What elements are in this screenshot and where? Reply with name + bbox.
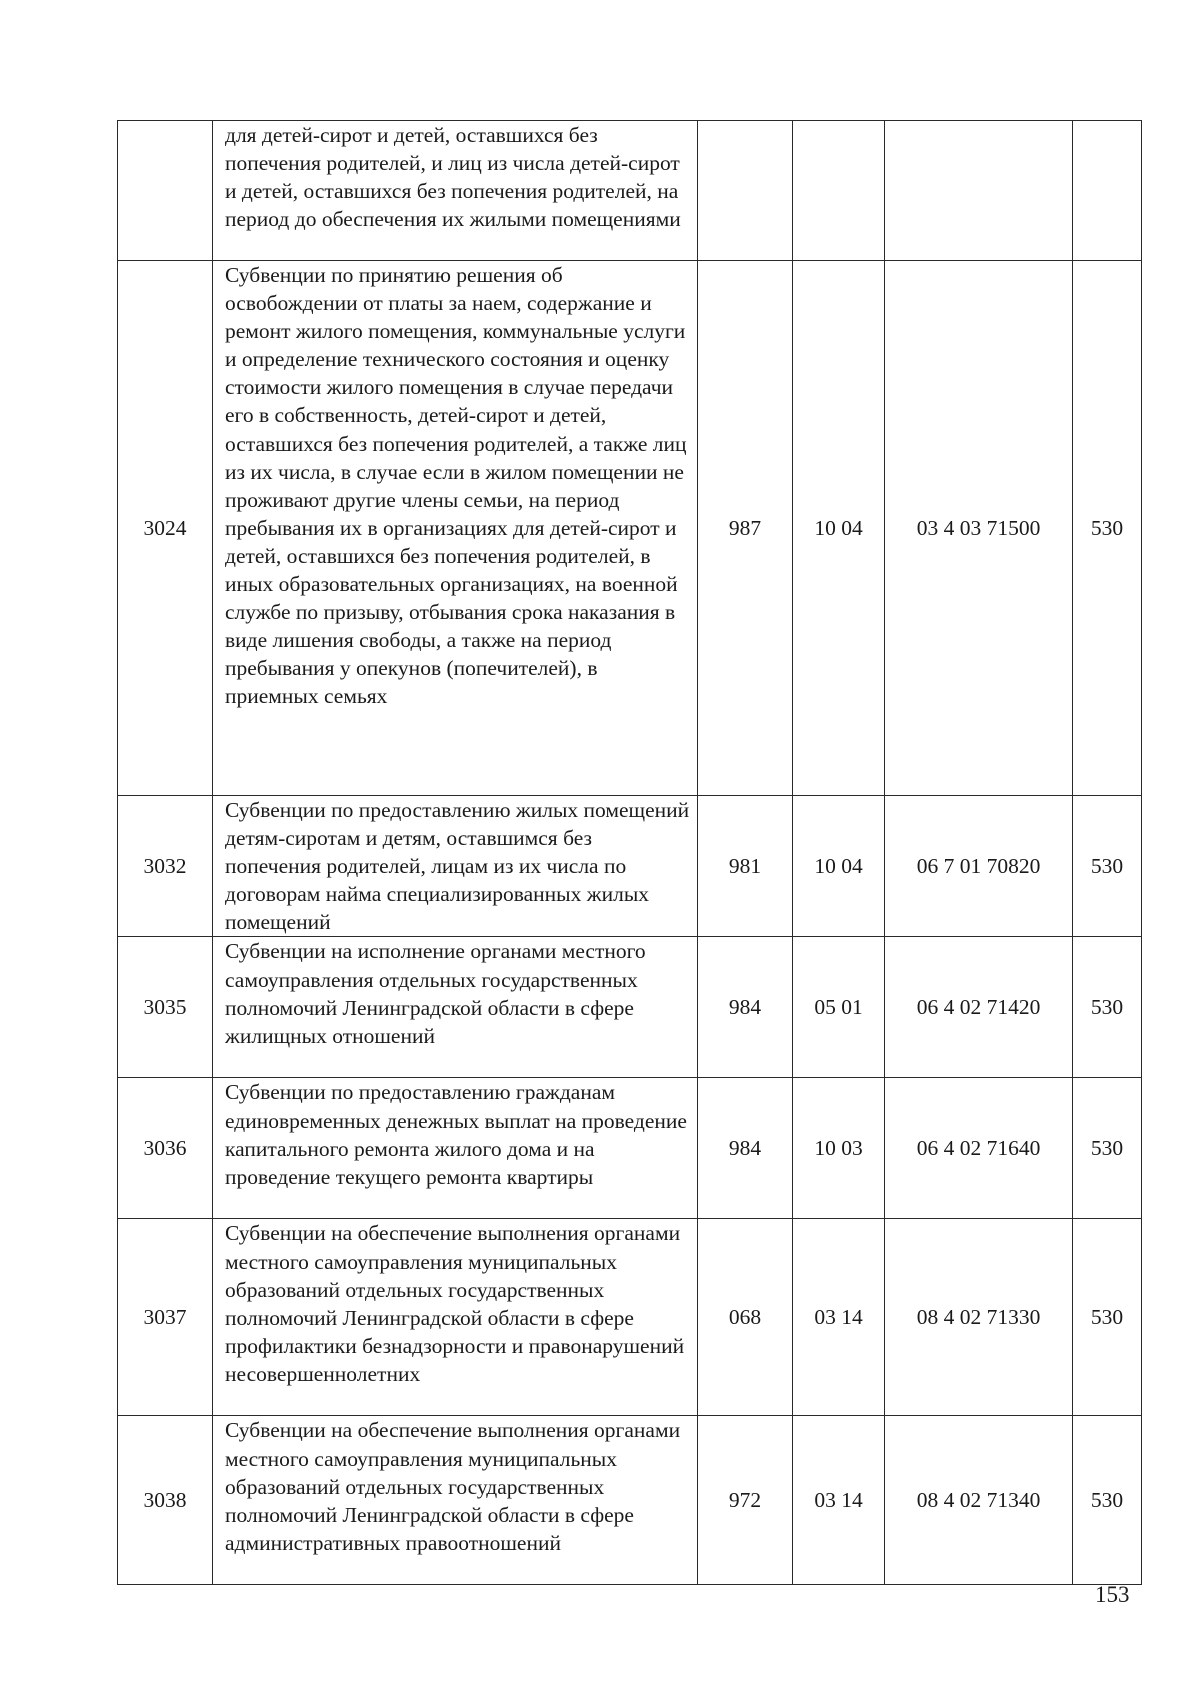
page-number: 153 [1095,1582,1130,1607]
row-gr-cell [698,261,793,796]
row-code-cell [118,796,213,937]
row-target: 06 4 02 71640 [916,1136,1041,1161]
row-code-cell [118,1219,213,1416]
row-code-cell [118,261,213,796]
row-name: для детей-сирот и детей, оставшихся без попечения родителей, и лиц из числа детей-сирот и детей, оставшихся без попечения родителей, на период до обеспечения их жилыми помещениями [225,123,681,232]
row-target: 08 4 02 71330 [916,1305,1041,1330]
table-row [118,1078,1142,1219]
row-gr-cell [698,937,793,1078]
table-row [118,1219,1142,1416]
row-code-cell [118,1416,213,1585]
row-code: 3024 [143,515,187,540]
row-gr-cell [698,796,793,937]
row-section: 10 04 [814,854,863,879]
row-type: 530 [1090,515,1124,540]
row-gr: 068 [728,1305,762,1330]
row-section: 10 03 [814,1136,863,1161]
row-code: 3038 [143,1488,187,1513]
row-gr-cell [698,121,793,261]
table-row [118,121,1142,261]
row-name-cell [213,1078,698,1219]
row-section-cell [793,261,885,796]
row-target: 06 4 02 71420 [916,995,1041,1020]
row-type-cell [1073,261,1142,796]
row-type: 530 [1090,1136,1124,1161]
row-gr: 987 [728,515,762,540]
row-name-cell [213,796,698,937]
row-target-cell [885,1416,1073,1585]
row-gr: 984 [728,1136,762,1161]
row-code-cell [118,1078,213,1219]
row-type: 530 [1090,1305,1124,1330]
row-section-cell [793,1078,885,1219]
row-code: 3036 [143,1136,187,1161]
subvention-table [117,120,1142,1585]
row-gr: 984 [728,995,762,1020]
row-type-cell [1073,1078,1142,1219]
row-name-cell [213,1416,698,1585]
row-gr-cell [698,1219,793,1416]
row-name: Субвенции на обеспечение выполнения органами местного самоуправления муниципальных образований отдельных государственных полномочий Ленинградской области в сфере профилактики безнадзорности и правонарушений несовершеннолетних [225,1221,685,1386]
row-target: 03 4 03 71500 [916,515,1041,540]
row-section: 03 14 [814,1488,863,1513]
row-gr: 981 [728,854,762,879]
row-gr: 972 [728,1488,762,1513]
row-gr-cell [698,1078,793,1219]
row-type-cell [1073,796,1142,937]
row-section-cell [793,796,885,937]
row-target: 08 4 02 71340 [916,1488,1041,1513]
row-section: 05 01 [814,995,863,1020]
row-section-cell [793,937,885,1078]
row-code-cell [118,937,213,1078]
row-section-cell [793,1416,885,1585]
table-row [118,796,1142,937]
row-section-cell [793,121,885,261]
row-type-cell [1073,1416,1142,1585]
row-target-cell [885,1078,1073,1219]
row-name: Субвенции по принятию решения об освобождении от платы за наем, содержание и ремонт жилого помещения, коммунальные услуги и определение технического состояния и оценку стоимости жилого помещения в случае передачи его в собственность, детей-сирот и детей, оставшихся без попечения родителей, а также лиц из их числа, в случае если в жилом помещении не проживают другие члены семьи, на период пребывания их в организациях для детей-сирот и детей, оставшихся без попечения родителей, в иных образовательных организациях, на военной службе по призыву, отбывания срока наказания в виде лишения свободы, а также на период пребывания у опекунов (попечителей), в приемных семьях [225,263,687,709]
row-target: 06 7 01 70820 [916,854,1041,879]
row-target-cell [885,261,1073,796]
row-type-cell [1073,937,1142,1078]
row-type-cell [1073,1219,1142,1416]
row-code: 3037 [143,1305,187,1330]
row-type-cell [1073,121,1142,261]
row-section-cell [793,1219,885,1416]
row-name: Субвенции по предоставлению гражданам единовременных денежных выплат на проведение капитального ремонта жилого дома и на проведение текущего ремонта квартиры [225,1080,687,1189]
row-type: 530 [1090,854,1124,879]
row-code: 3032 [143,854,187,879]
row-name-cell [213,937,698,1078]
row-name-cell [213,121,698,261]
table-row [118,261,1142,796]
row-gr-cell [698,1416,793,1585]
row-target-cell [885,796,1073,937]
row-type: 530 [1090,1488,1124,1513]
row-target-cell [885,937,1073,1078]
row-name: Субвенции на обеспечение выполнения органами местного самоуправления муниципальных образований отдельных государственных полномочий Ленинградской области в сфере административных правоотношений [225,1418,681,1555]
row-code-cell [118,121,213,261]
table-row [118,937,1142,1078]
row-name-cell [213,261,698,796]
row-name-cell [213,1219,698,1416]
row-section: 03 14 [814,1305,863,1330]
row-section: 10 04 [814,515,863,540]
row-code: 3035 [143,995,187,1020]
row-name: Субвенции на исполнение органами местного самоуправления отдельных государственных полномочий Ленинградской области в сфере жилищных отношений [225,939,646,1048]
row-type: 530 [1090,995,1124,1020]
row-name: Субвенции по предоставлению жилых помещений детям-сиротам и детям, оставшимся без попечения родителей, лицам из их числа по договорам найма специализированных жилых помещений [225,798,690,935]
row-target-cell [885,1219,1073,1416]
row-target-cell [885,121,1073,261]
table-row [118,1416,1142,1585]
